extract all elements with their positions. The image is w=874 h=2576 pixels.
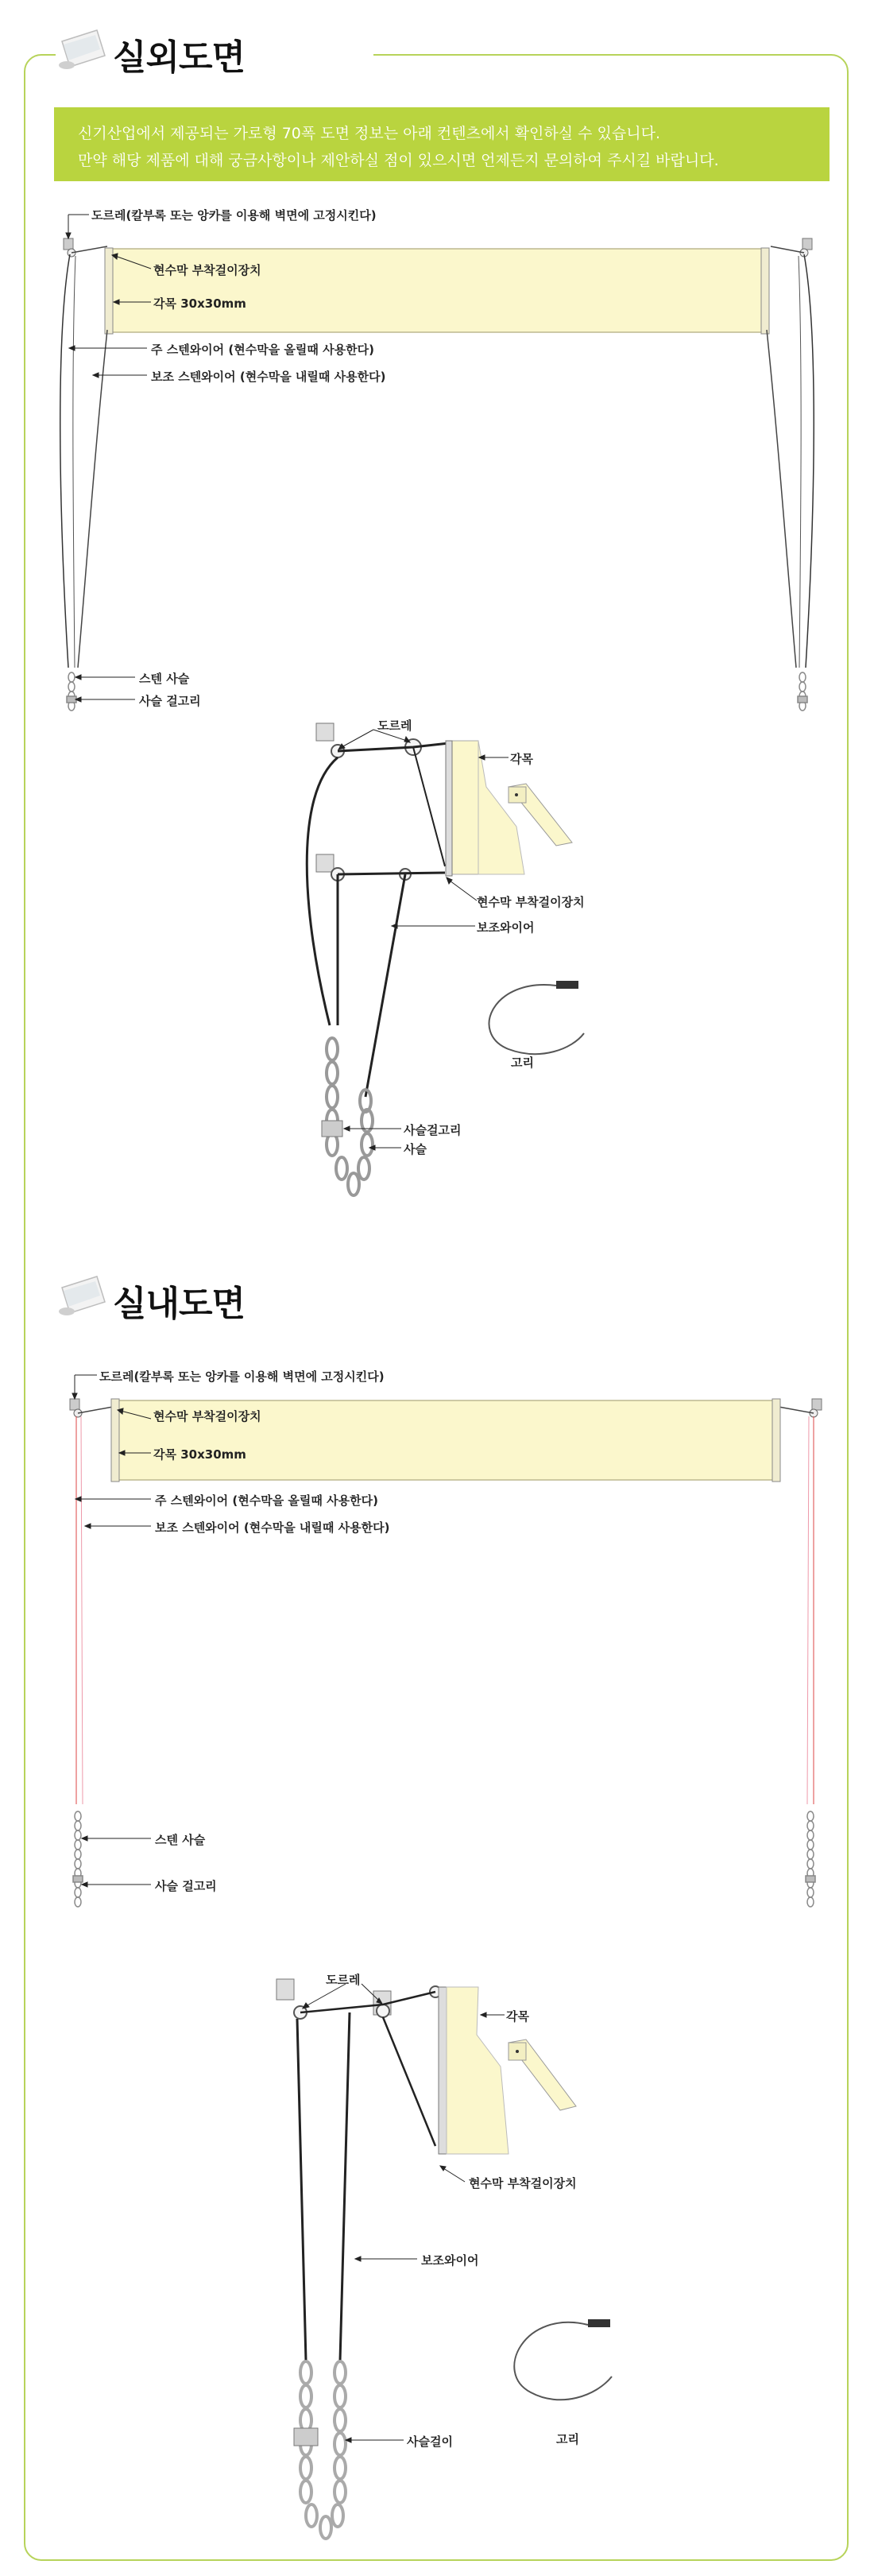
outdoor-detail-chain-hook-label: 사슬걸고리 — [404, 1123, 462, 1137]
indoor-detail-hook-label: 고리 — [556, 2432, 579, 2446]
indoor-label-pulley: 도르레(칼부록 또는 앙카를 이용해 벽면에 고정시킨다) — [99, 1369, 385, 1384]
outdoor-label-chain: 스텐 사슬 — [139, 672, 190, 686]
outdoor-label-chain-hook: 사슬 걸고리 — [139, 694, 201, 708]
indoor-detail-hook-icon — [514, 2319, 612, 2400]
outdoor-label-pulley: 도르레(칼부록 또는 앙카를 이용해 벽면에 고정시킨다) — [91, 208, 377, 223]
indoor-detail-bar-icon — [509, 2039, 576, 2110]
indoor-detail-bar-label: 각목 — [506, 2009, 529, 2024]
indoor-detail-pulley-label: 도르레 — [326, 1973, 361, 1987]
banner-line-2: 만약 해당 제품에 대해 궁금사항이나 제안하실 점이 있으시면 언제든지 문의하여 주시길 바랍니다. — [78, 152, 719, 169]
outdoor-detail-hook-label: 고리 — [511, 1056, 534, 1070]
outdoor-detail-attach-label: 현수막 부착걸이장치 — [477, 895, 585, 909]
indoor-detail-chain-hook-label: 사슬걸이 — [407, 2435, 453, 2449]
banner-line-1: 신기산업에서 제공되는 가로형 70폭 도면 정보는 아래 컨텐츠에서 확인하실 수 있습니다. — [78, 125, 661, 142]
outdoor-detail-bar-label: 각목 — [510, 752, 533, 766]
outdoor-detail-chain-label: 사슬 — [404, 1142, 427, 1156]
indoor-detail-sub-wire-label: 보조와이어 — [421, 2253, 479, 2268]
outdoor-detail-sub-wire-label: 보조와이어 — [477, 920, 535, 935]
outdoor-label-sub-wire: 보조 스텐와이어 (현수막을 내릴때 사용한다) — [151, 370, 386, 384]
outdoor-label-attach: 현수막 부착걸이장치 — [153, 263, 261, 277]
indoor-title: 실내도면 — [113, 1284, 246, 1324]
outdoor-label-bar: 각목 30x30mm — [153, 296, 246, 311]
indoor-label-chain-hook: 사슬 걸고리 — [155, 1879, 217, 1893]
indoor-detail-chain-hook-icon — [294, 2428, 318, 2446]
indoor-detail-attach-label: 현수막 부착걸이장치 — [469, 2176, 577, 2191]
outdoor-label-main-wire: 주 스텐와이어 (현수막을 올릴때 사용한다) — [151, 343, 374, 357]
indoor-label-attach: 현수막 부착걸이장치 — [153, 1409, 261, 1424]
indoor-label-sub-wire: 보조 스텐와이어 (현수막을 내릴때 사용한다) — [155, 1520, 390, 1535]
indoor-label-main-wire: 주 스텐와이어 (현수막을 올릴때 사용한다) — [155, 1493, 378, 1508]
outdoor-title: 실외도면 — [113, 37, 246, 78]
indoor-label-chain: 스텐 사슬 — [155, 1833, 206, 1847]
indoor-detail-chain-icon — [300, 2361, 346, 2539]
outdoor-detail-pulley-label: 도르레 — [377, 719, 412, 733]
indoor-label-bar: 각목 30x30mm — [153, 1447, 246, 1462]
indoor-detail-left-bracket-icon — [277, 1979, 294, 2000]
